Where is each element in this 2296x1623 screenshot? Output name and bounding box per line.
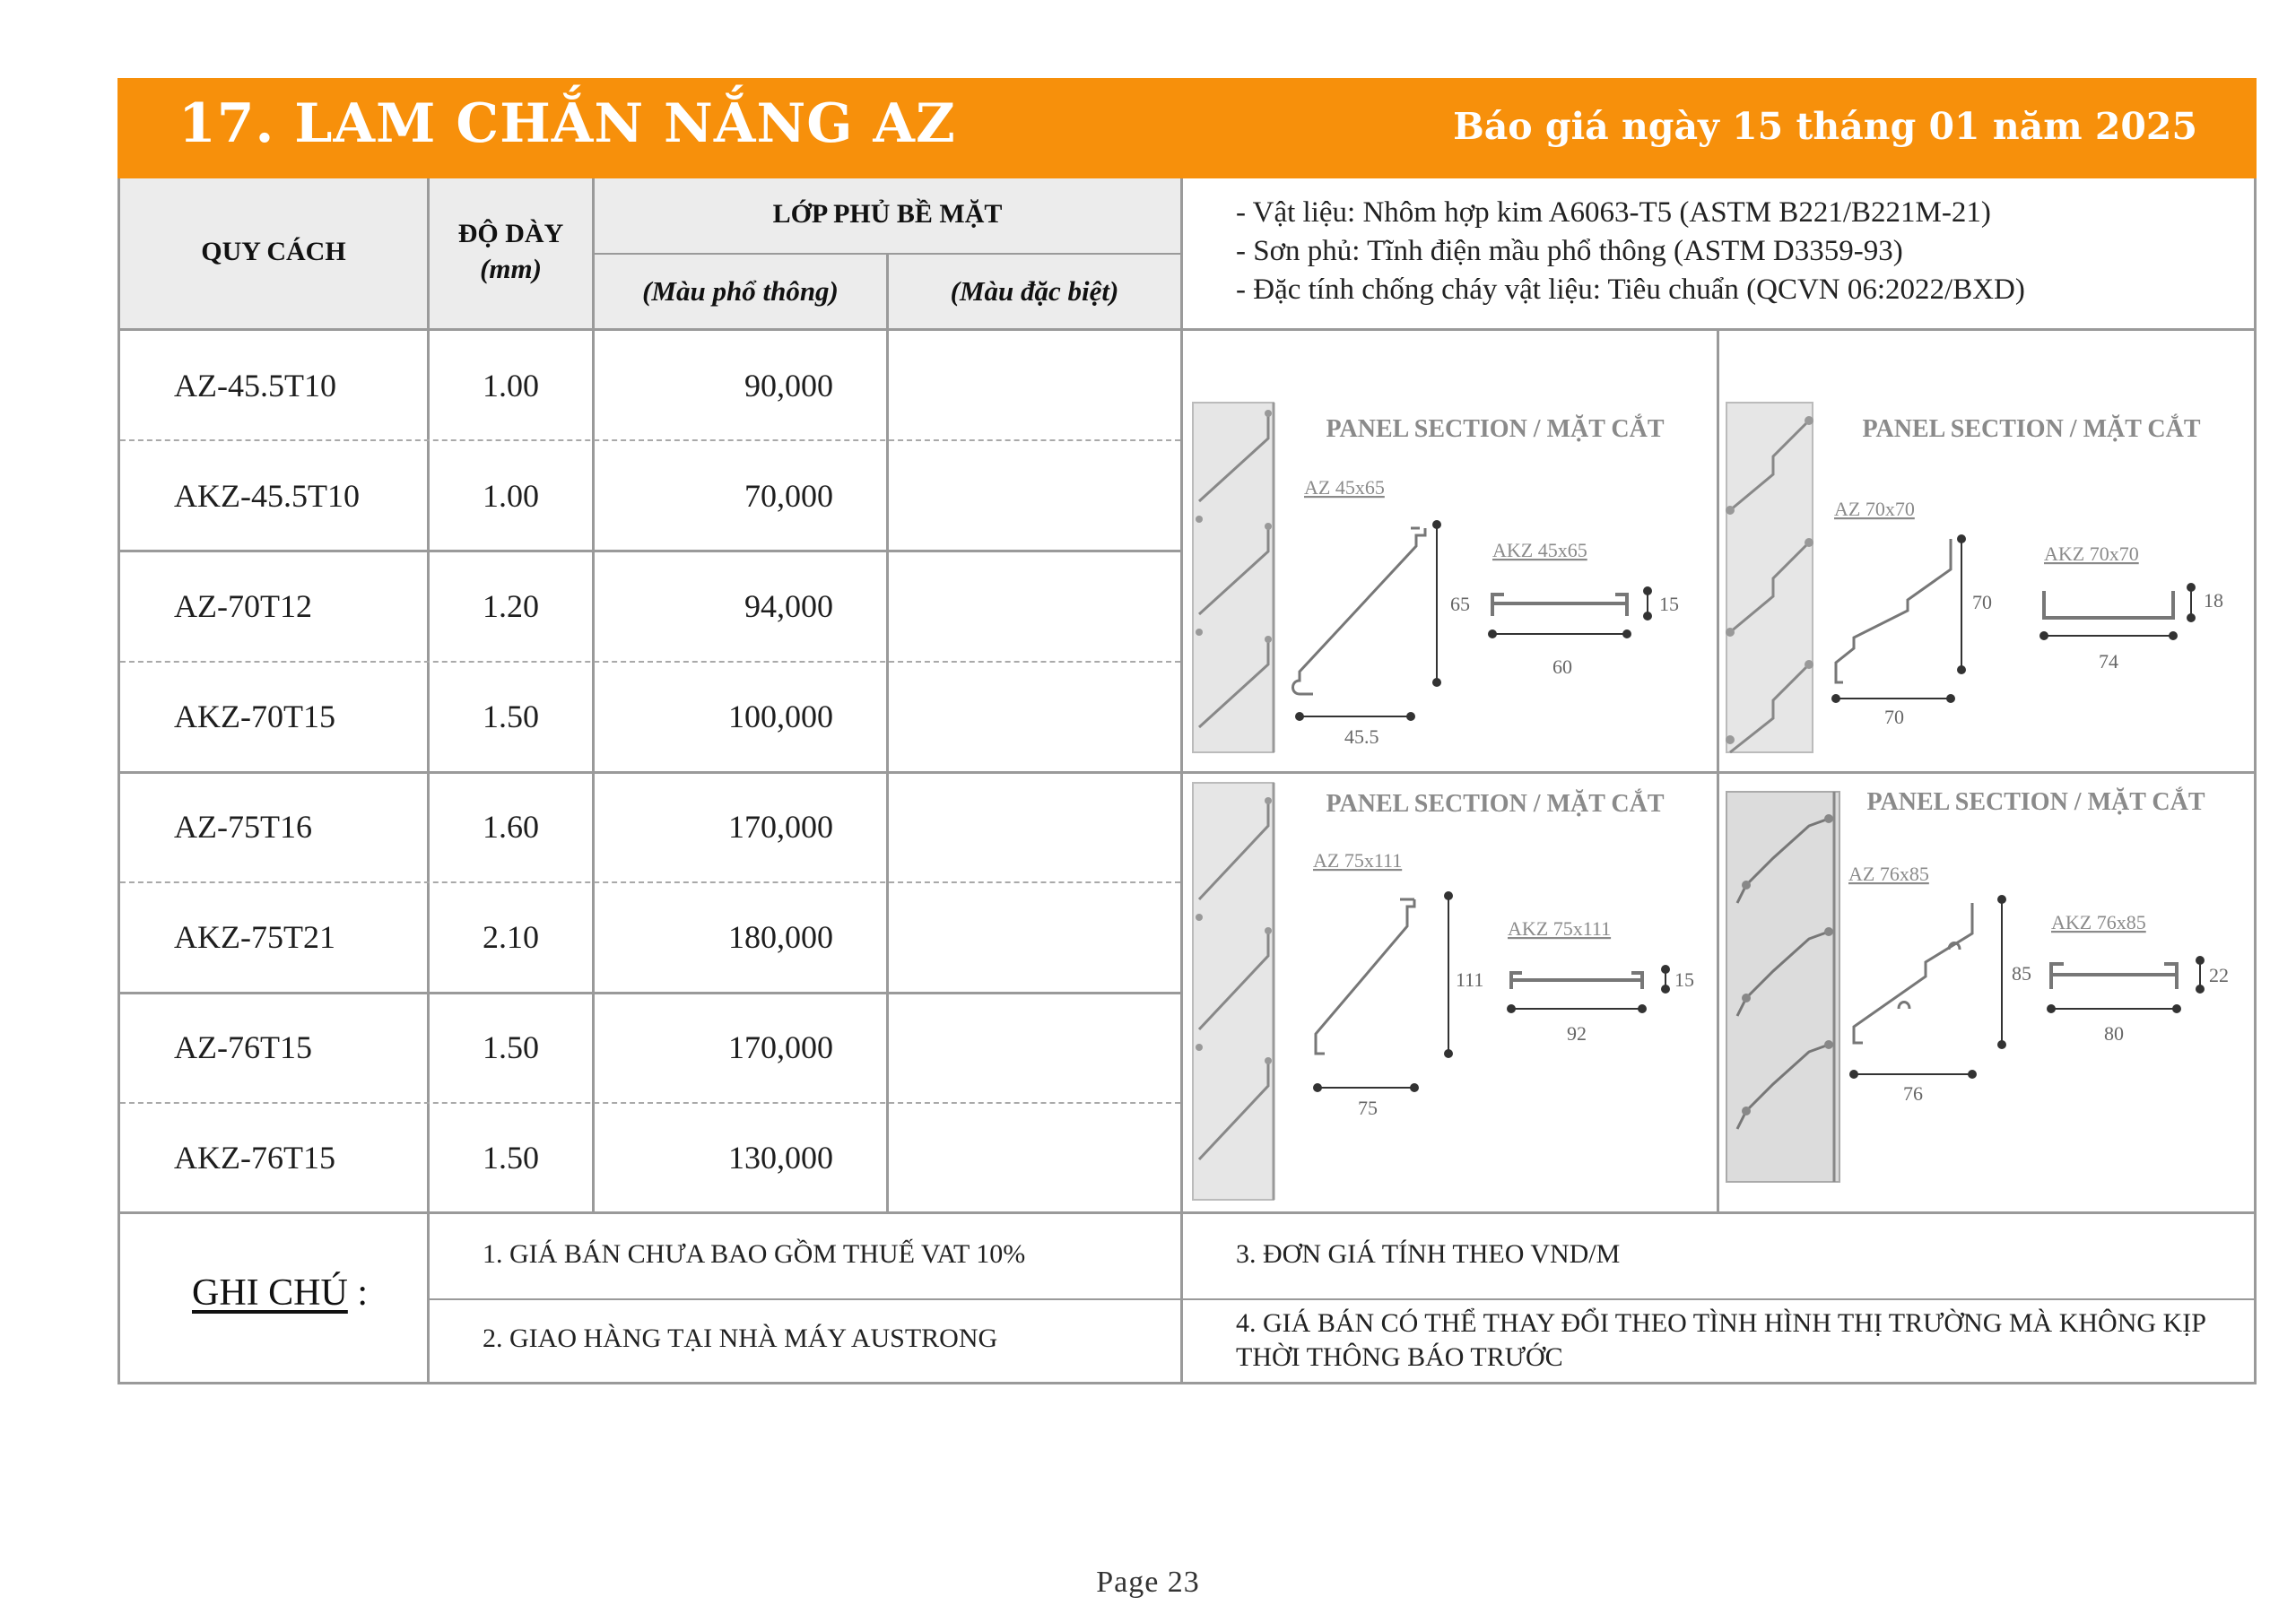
cell-thickness: 1.50 (483, 1140, 539, 1176)
grid-line (117, 1211, 2257, 1214)
dim-height-b: 15 (1674, 968, 1694, 991)
cell-spec: AKZ-75T21 (174, 919, 335, 955)
dim-width-b: 60 (1552, 655, 1572, 678)
cell-spec: AKZ-70T15 (174, 699, 335, 734)
cell-thickness: 1.60 (483, 809, 539, 845)
cell-price: 90,000 (744, 368, 833, 404)
grid-line (117, 550, 1181, 552)
cell-price: 130,000 (728, 1140, 833, 1176)
notes-label: GHI CHÚ (192, 1272, 348, 1314)
cell-thickness: 1.00 (483, 368, 539, 404)
cell-thickness: 1.20 (483, 588, 539, 624)
profile-label-az: AZ 76x85 (1848, 863, 1929, 885)
section-title: 17. LAM CHẮN NẮNG AZ (178, 92, 956, 155)
dim-height-a: 65 (1450, 593, 1470, 615)
notes-title (192, 1271, 368, 1315)
spec-fire: - Đặc tính chống cháy vật liệu: Tiêu chuẩn (QCVN 06:2022/BXD) (1236, 273, 2025, 306)
cell-spec: AKZ-45.5T10 (174, 478, 360, 514)
cell-spec: AZ-75T16 (174, 809, 312, 845)
dim-height-b: 18 (2204, 589, 2223, 612)
dim-width-a: 76 (1903, 1082, 1923, 1105)
quote-date: Báo giá ngày 15 tháng 01 năm 2025 (1453, 105, 2197, 148)
dim-width-a: 75 (1358, 1097, 1378, 1119)
grid-line (427, 1298, 2257, 1300)
spec-coating: - Sơn phủ: Tĩnh điện mầu phổ thông (ASTM D3359-93) (1236, 235, 1903, 267)
section-header (117, 78, 2257, 178)
col-header-spec: QUY CÁCH (201, 237, 346, 266)
row-divider (120, 661, 1180, 663)
dim-width-b: 74 (2099, 650, 2118, 673)
dim-width-a: 45.5 (1344, 725, 1379, 748)
profile-label-az: AZ 70x70 (1834, 498, 1915, 520)
cell-spec: AZ-45.5T10 (174, 368, 336, 404)
notes-colon: : (347, 1272, 368, 1314)
profile-label-akz: AKZ 75x111 (1508, 917, 1612, 940)
diagram-title: PANEL SECTION / MẶT CẮT (1866, 788, 2205, 816)
col-header-thickness: ĐỘ DÀY (457, 219, 564, 248)
profile-label-az: AZ 45x65 (1304, 476, 1385, 499)
col-header-standard-color: (Màu phổ thông) (642, 275, 839, 307)
spec-material: - Vật liệu: Nhôm hợp kim A6063-T5 (ASTM B221/B221M-21) (1236, 196, 1991, 229)
profile-label-akz: AKZ 45x65 (1492, 539, 1587, 561)
dim-width-a: 70 (1884, 706, 1904, 728)
note-4: 4. GIÁ BÁN CÓ THỂ THAY ĐỔI THEO TÌNH HÌNH THỊ TRƯỜNG MÀ KHÔNG KỊP THỜI THÔNG BÁO TRƯỚC (1236, 1308, 2205, 1372)
grid-line (592, 253, 1182, 255)
panel-section-diagram-az45 (1183, 331, 1717, 771)
cell-thickness: 1.50 (483, 1029, 539, 1065)
page-number: Page 23 (1096, 1566, 1200, 1599)
profile-label-akz: AKZ 70x70 (2044, 542, 2139, 565)
col-header-coating: LỚP PHỦ BỀ MẶT (772, 199, 1003, 229)
cell-price: 70,000 (744, 478, 833, 514)
dim-height-b: 22 (2209, 964, 2229, 986)
cell-price: 170,000 (728, 809, 833, 845)
panel-section-diagram-az70 (1719, 331, 2257, 771)
profile-label-akz: AKZ 76x85 (2051, 911, 2146, 933)
cell-thickness: 1.50 (483, 699, 539, 734)
row-divider (120, 439, 1180, 441)
cell-spec: AKZ-76T15 (174, 1140, 335, 1176)
dim-height-a: 70 (1972, 591, 1992, 613)
panel-section-diagram-az76 (1719, 774, 2257, 1211)
cell-price: 180,000 (728, 919, 833, 955)
cell-thickness: 1.00 (483, 478, 539, 514)
cell-spec: AZ-70T12 (174, 588, 312, 624)
grid-line (886, 254, 889, 1212)
cell-price: 170,000 (728, 1029, 833, 1065)
row-divider (120, 1102, 1180, 1104)
panel-section-diagram-az75 (1183, 774, 1717, 1211)
cell-spec: AZ-76T15 (174, 1029, 312, 1065)
note-3: 3. ĐƠN GIÁ TÍNH THEO VND/M (1236, 1239, 1621, 1269)
col-header-thickness-unit: (mm) (480, 253, 542, 284)
material-specs (1236, 194, 2025, 309)
diagram-title: PANEL SECTION / MẶT CẮT (1326, 790, 1665, 818)
dim-width-b: 80 (2104, 1022, 2124, 1045)
note-1: 1. GIÁ BÁN CHƯA BAO GỒM THUẾ VAT 10% (483, 1239, 1026, 1269)
diagram-title: PANEL SECTION / MẶT CẮT (1326, 415, 1665, 443)
col-header-special-color: (Màu đặc biệt) (950, 275, 1119, 307)
dim-width-b: 92 (1567, 1022, 1587, 1045)
row-divider (120, 881, 1180, 883)
grid-line (427, 178, 430, 1384)
dim-height-a: 111 (1456, 968, 1484, 991)
cell-price: 100,000 (728, 699, 833, 734)
diagram-title: PANEL SECTION / MẶT CẮT (1862, 415, 2201, 443)
cell-thickness: 2.10 (483, 919, 539, 955)
note-2: 2. GIAO HÀNG TẠI NHÀ MÁY AUSTRONG (483, 1324, 998, 1353)
dim-height-a: 85 (2012, 962, 2031, 985)
dim-height-b: 15 (1659, 593, 1679, 615)
grid-line (117, 992, 1181, 994)
profile-label-az: AZ 75x111 (1313, 849, 1403, 872)
cell-price: 94,000 (744, 588, 833, 624)
